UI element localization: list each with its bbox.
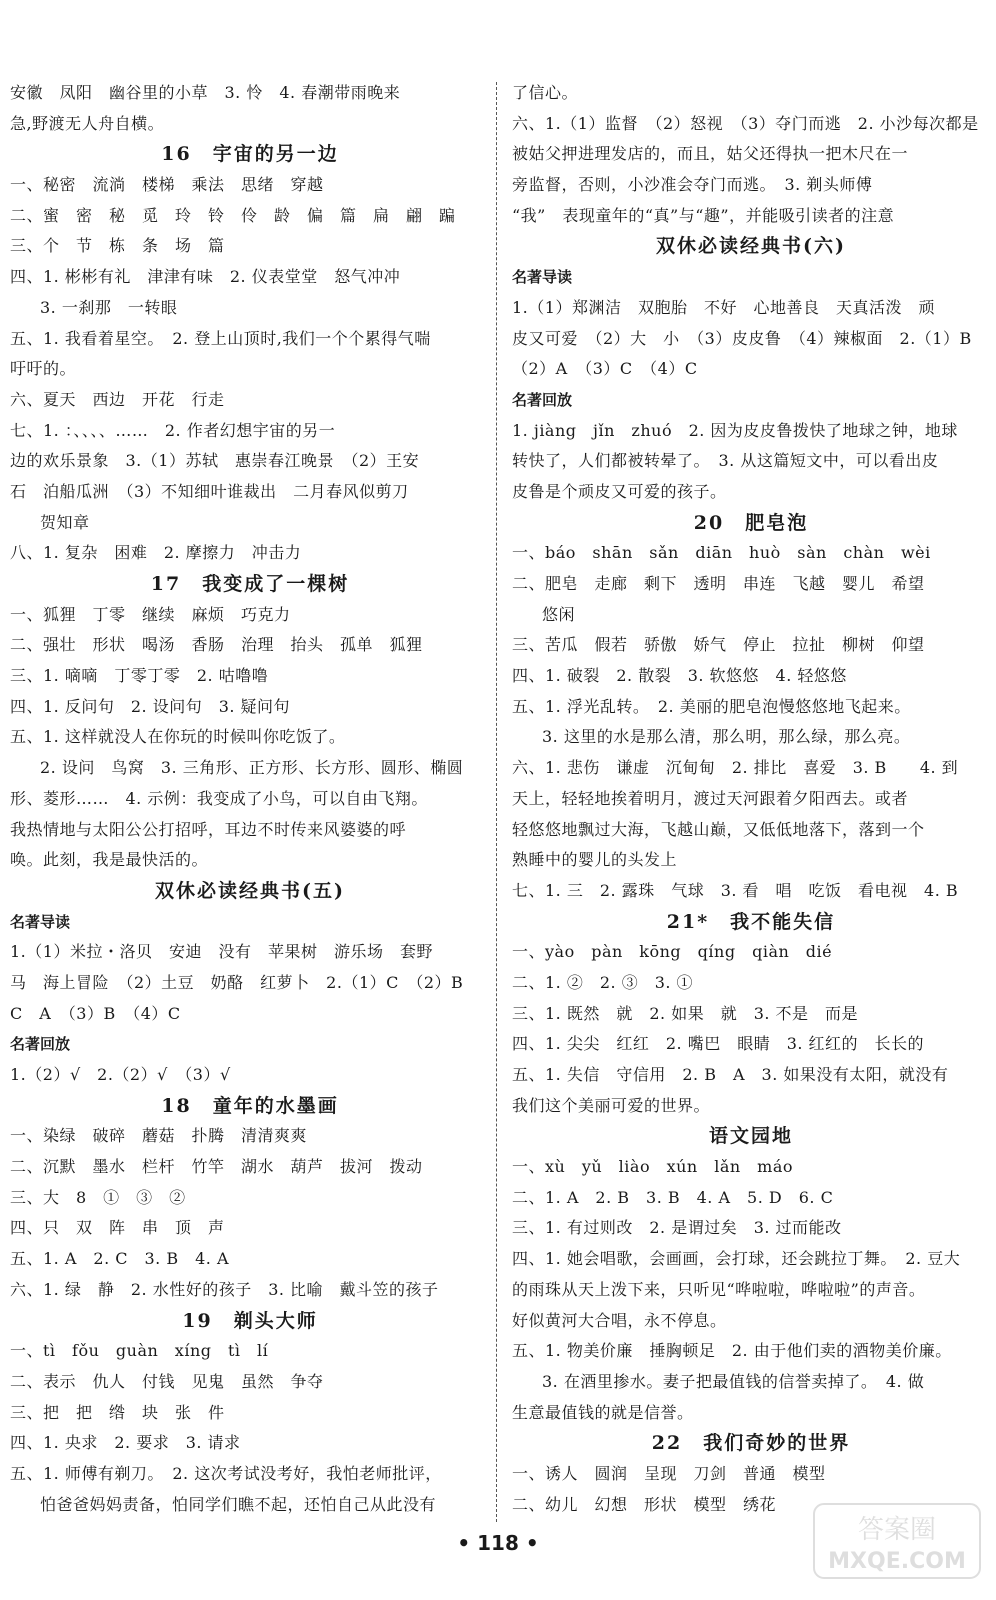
- answer-line: 唤。此刻，我是最快活的。: [10, 850, 209, 870]
- answer-line: 五、1. 失信 守信用 2. B A 3. 如果没有太阳，就没有: [512, 1065, 949, 1084]
- answer-line: 六、夏天 西边 开花 行走: [10, 389, 225, 409]
- answer-line: 了信心。: [512, 83, 579, 102]
- answer-line: 皮鲁是个顽皮又可爱的孩子。: [512, 481, 727, 501]
- answer-line: 吁吁的。: [10, 359, 77, 379]
- answer-line: 轻悠悠地飘过大海，飞越山巅，又低低地落下，落到一个: [512, 819, 925, 839]
- left-column: [10, 78, 490, 1520]
- section-heading: 17 我变成了一棵树: [150, 573, 350, 595]
- answer-line: 旁监督，否则，小沙准会夺门而逃。 3. 剃头师傅: [512, 175, 873, 195]
- answer-line: 一、xù yǔ liào xún lǎn máo: [512, 1157, 794, 1177]
- answer-line: 五、1. 物美价廉 捶胸顿足 2. 由于他们卖的酒物美价廉。: [512, 1341, 952, 1361]
- answer-line: 七、1. 三 2. 露珠 气球 3. 看 唱 吃饭 看电视 4. B: [512, 880, 959, 900]
- answer-line: 1.（1）米拉・洛贝 安迪 没有 苹果树 游乐场 套野: [10, 942, 433, 962]
- subsection-label: 名著导读: [512, 268, 573, 287]
- right-column: [512, 78, 990, 1520]
- answer-line: 二、强壮 形状 喝汤 香肠 治理 抬头 孤单 狐狸: [10, 635, 423, 655]
- answer-line: 3. 一刹那 一转眼: [40, 297, 178, 317]
- answer-line: 一、染绿 破碎 蘑菇 扑腾 清清爽爽: [10, 1126, 308, 1146]
- answer-line: “我” 表现童年的“真”与“趣”，并能吸引读者的注意: [512, 205, 895, 225]
- section-heading: 21* 我不能失信: [666, 910, 836, 933]
- answer-line: C A （3）B （4）C: [10, 1003, 181, 1023]
- answer-line: 贺知章: [40, 512, 90, 532]
- answer-line: 熟睡中的婴儿的头发上: [512, 850, 678, 870]
- answer-line: 悠闲: [542, 604, 576, 624]
- answer-line: 四、1. 尖尖 红红 2. 嘴巴 眼睛 3. 红红的 长长的: [512, 1034, 925, 1054]
- answer-line: 五、1. 这样就没人在你玩的时候叫你吃饭了。: [10, 727, 346, 747]
- answer-line: 3. 这里的水是那么清，那么明，那么绿，那么亮。: [542, 727, 911, 747]
- subsection-label: 名著回放: [10, 1035, 71, 1054]
- answer-line: 一、狐狸 丁零 继续 麻烦 巧克力: [10, 604, 291, 624]
- page-number: • 118 •: [457, 1531, 539, 1555]
- answer-line: 二、表示 仇人 付钱 见鬼 虽然 争夺: [10, 1371, 324, 1391]
- answer-line: 形、菱形…… 4. 示例：我变成了小鸟，可以自由飞翔。: [10, 788, 428, 808]
- answer-line: 七、1. ：、、、、…… 2. 作者幻想宇宙的另一: [10, 420, 336, 440]
- column-divider: [496, 82, 497, 1522]
- section-heading: 16 宇宙的另一边: [161, 143, 339, 166]
- answer-line: 五、1. 浮光乱转。 2. 美丽的肥皂泡慢悠悠地飞起来。: [512, 696, 911, 716]
- answer-line: 三、1. 嘀嘀 丁零丁零 2. 咕噜噜: [10, 666, 269, 686]
- answer-line: 一、báo shān sǎn diān huò sàn chàn wèi: [512, 543, 931, 563]
- answer-line: 八、1. 复杂 困难 2. 摩擦力 冲击力: [10, 543, 302, 563]
- answer-line: 三、苦瓜 假若 骄傲 娇气 停止 拉扯 柳树 仰望: [512, 635, 925, 655]
- answer-line: 五、1. 师傅有剃刀。 2. 这次考试没考好，我怕老师批评，: [10, 1463, 442, 1483]
- answer-line: 1.（2）√ 2.（2）√ （3）√: [10, 1065, 231, 1084]
- answer-line: 生意最值钱的就是信誉。: [512, 1402, 694, 1422]
- answer-line: 3. 在酒里掺水。妻子把最值钱的信誉卖掉了。 4. 做: [542, 1371, 925, 1391]
- section-heading: 语文园地: [708, 1125, 793, 1148]
- answer-line: 二、蜜 密 秘 觅 玲 铃 伶 龄 偏 篇 扁 翩 蹁: [10, 205, 456, 225]
- watermark-url: MXQE.COM: [828, 1549, 966, 1574]
- answer-line: 二、1. A 2. B 3. B 4. A 5. D 6. C: [512, 1187, 834, 1207]
- answer-line: 五、1. A 2. C 3. B 4. A: [10, 1249, 230, 1269]
- section-heading: 22 我们奇妙的世界: [651, 1432, 851, 1455]
- answer-line: 六、1. 绿 静 2. 水性好的孩子 3. 比喻 戴斗笠的孩子: [10, 1279, 439, 1299]
- answer-line: 马 海上冒险 （2）土豆 奶酪 红萝卜 2.（1）C （2）B: [10, 972, 464, 992]
- answer-line: 被姑父押进理发店的，而且，姑父还得执一把木尺在一: [512, 144, 909, 164]
- answer-line: 2. 设问 鸟窝 3. 三角形、正方形、长方形、圆形、椭圆: [40, 758, 464, 778]
- answer-line: 一、秘密 流淌 楼梯 乘法 思绪 穿越: [10, 175, 324, 195]
- answer-line: 边的欢乐景象 3.（1）苏轼 惠崇春江晚景 （2）王安: [10, 451, 420, 471]
- answer-line: 五、1. 我看着星空。 2. 登上山顶时,我们一个个累得气喘: [10, 328, 431, 348]
- section-heading: 19 剃头大师: [182, 1309, 318, 1332]
- answer-line: 转快了，人们都被转晕了。 3. 从这篇短文中，可以看出皮: [512, 451, 939, 471]
- answer-line: 四、1. 反问句 2. 设问句 3. 疑问句: [10, 696, 291, 716]
- watermark-text: 答案圈: [857, 1515, 937, 1545]
- answer-line: 的雨珠从天上泼下来，只听见“哗啦啦，哗啦啦”的声音。: [512, 1279, 926, 1299]
- answer-line: 三、1. 既然 就 2. 如果 就 3. 不是 而是: [512, 1003, 859, 1023]
- answer-line: 三、大 8 ① ③ ②: [10, 1187, 186, 1207]
- section-heading: 双休必读经典书(六): [656, 235, 846, 258]
- answer-line: 六、1. 悲伤 谦虚 沉甸甸 2. 排比 喜爱 3. B 4. 到: [512, 758, 959, 778]
- section-heading: 双休必读经典书(五): [155, 879, 345, 902]
- answer-line: 一、tì fǒu guàn xíng tì lí: [10, 1341, 269, 1361]
- answer-line: 四、1. 央求 2. 要求 3. 请求: [10, 1433, 241, 1453]
- answer-line: 天上，轻轻地挨着明月，渡过天河跟着夕阳西去。或者: [512, 788, 909, 808]
- answer-line: 皮又可爱 （2）大 小 （3）皮皮鲁 （4）辣椒面 2.（1）B: [512, 328, 972, 348]
- answer-line: 四、只 双 阵 串 顶 声: [10, 1218, 225, 1238]
- answer-line: （2）A （3）C （4）C: [512, 359, 698, 379]
- answer-line: 好似黄河大合唱，永不停息。: [512, 1310, 727, 1330]
- answer-line: 三、1. 有过则改 2. 是谓过矣 3. 过而能改: [512, 1218, 842, 1238]
- subsection-label: 名著回放: [512, 390, 573, 409]
- answer-line: 三、个 节 栋 条 场 篇: [10, 236, 225, 256]
- answer-line: 怕爸爸妈妈责备，怕同学们瞧不起，还怕自己从此没有: [40, 1494, 437, 1514]
- answer-line: 石 泊船瓜洲 （3）不知细叶谁裁出 二月春风似剪刀: [10, 481, 409, 501]
- answer-line: 一、yào pàn kōng qíng qiàn dié: [512, 942, 833, 962]
- answer-line: 我热情地与太阳公公打招呼，耳边不时传来风婆婆的呼: [10, 819, 407, 839]
- answer-line: 二、1. ② 2. ③ 3. ①: [512, 972, 694, 992]
- answer-line: 二、幼儿 幻想 形状 模型 绣花: [512, 1494, 777, 1514]
- answer-line: 四、1. 她会唱歌，会画画，会打球，还会跳拉丁舞。 2. 豆大: [512, 1249, 961, 1269]
- answer-line: 安徽 凤阳 幽谷里的小草 3. 怜 4. 春潮带雨晚来: [10, 83, 401, 102]
- answer-line: 1. jiàng jǐn zhuó 2. 因为皮皮鲁拨快了地球之钟，地球: [512, 420, 958, 440]
- answer-line: 三、把 把 绺 块 张 件: [10, 1402, 225, 1422]
- answer-line: 六、1.（1）监督 （2）怒视 （3）夺门而逃 2. 小沙每次都是: [512, 113, 979, 133]
- answer-line: 二、肥皂 走廊 剩下 透明 串连 飞越 婴儿 希望: [512, 574, 925, 593]
- answer-line: 二、沉默 墨水 栏杆 竹竿 湖水 葫芦 拔河 拨动: [10, 1157, 423, 1177]
- answer-line: 急,野渡无人舟自横。: [10, 113, 165, 133]
- answer-line: 我们这个美丽可爱的世界。: [512, 1095, 711, 1115]
- subsection-label: 名著导读: [10, 912, 71, 931]
- section-heading: 18 童年的水墨画: [161, 1094, 339, 1117]
- watermark-logo: [812, 1500, 982, 1582]
- answer-line: 一、诱人 圆润 呈现 刀剑 普通 模型: [512, 1463, 826, 1483]
- answer-line: 四、1. 彬彬有礼 津津有味 2. 仪表堂堂 怒气冲冲: [10, 267, 401, 287]
- answer-line: 四、1. 破裂 2. 散裂 3. 软悠悠 4. 轻悠悠: [512, 666, 847, 686]
- section-heading: 20 肥皂泡: [693, 511, 809, 534]
- answer-line: 1.（1）郑渊洁 双胞胎 不好 心地善良 天真活泼 顽: [512, 297, 935, 317]
